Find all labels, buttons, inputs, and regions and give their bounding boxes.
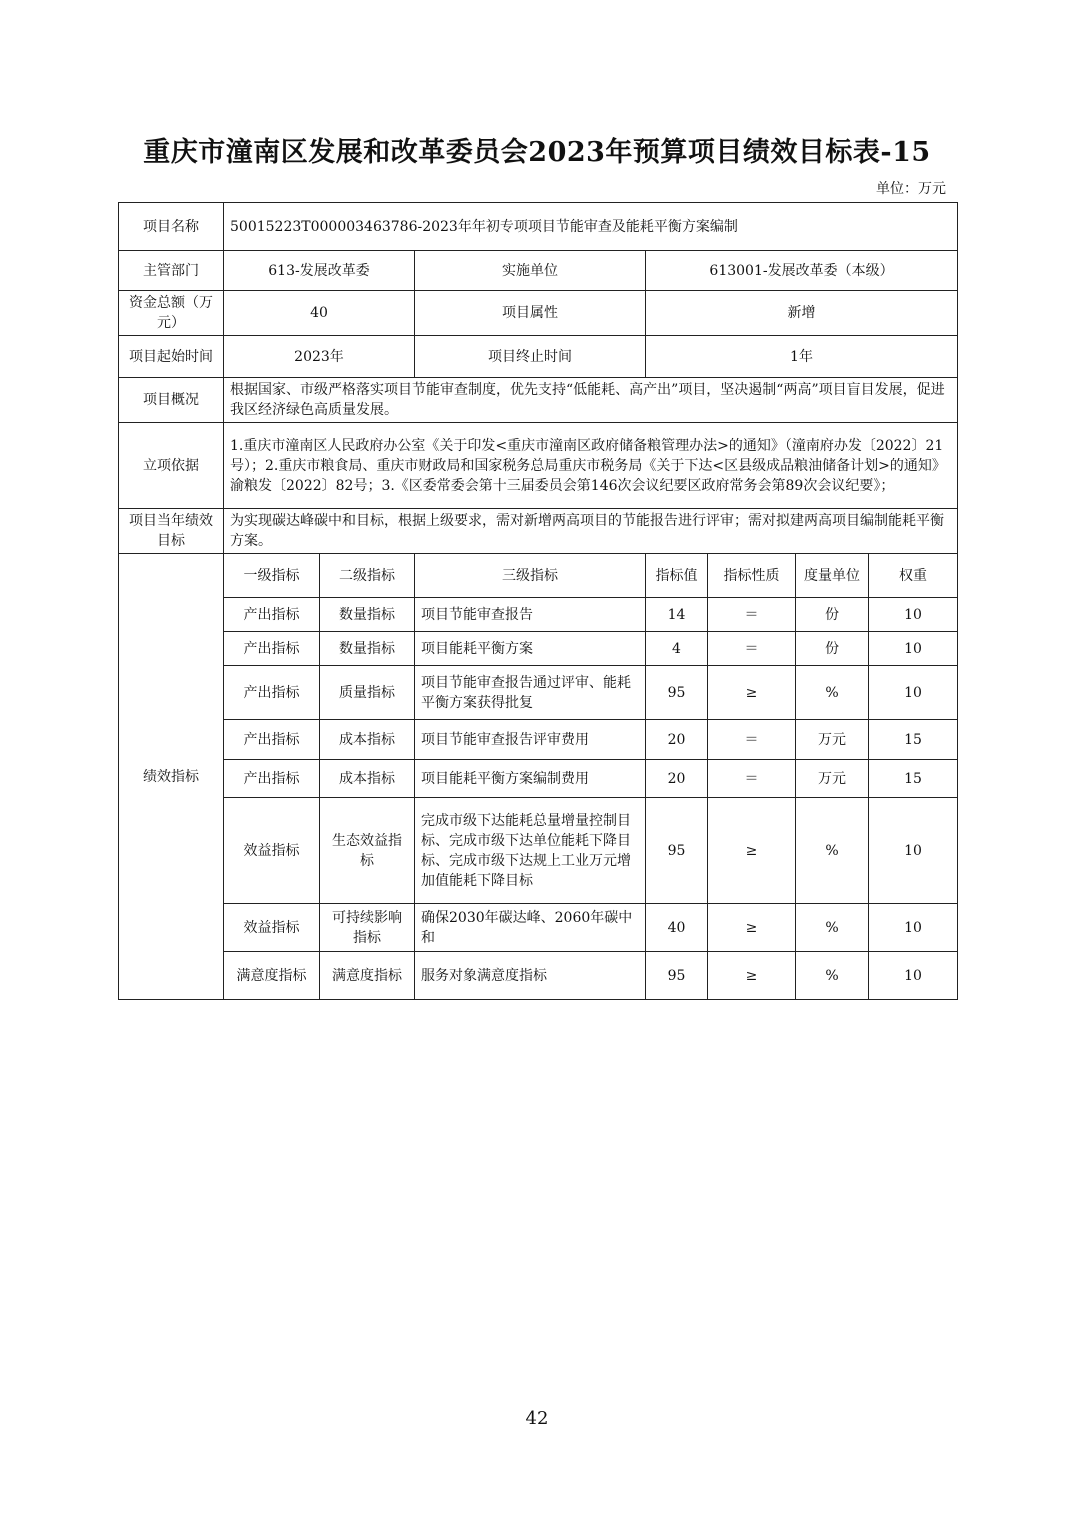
header-nature: 指标性质 <box>708 554 796 598</box>
row-weight: 10 <box>869 598 958 632</box>
row-l3: 项目节能审查报告评审费用 <box>415 720 646 760</box>
row-l1: 产出指标 <box>224 760 320 798</box>
table-row <box>119 952 958 1000</box>
page-title: 重庆市潼南区发展和改革委员会2023年预算项目绩效目标表-15 <box>143 137 931 168</box>
basis-value: 1.重庆市潼南区人民政府办公室《关于印发<重庆市潼南区政府储备粮管理办法>的通知》（潼南府办发〔2022〕21号）；2.重庆市粮食局、重庆市财政局和国家税务总局重庆市税务局《关于下达<区县级成品粮油储备计划>的通知》渝粮发〔2022〕82号；3.《区委常委会第十三届委员会第146次会议纪要区政府常务会第89次会议纪要》； <box>224 423 958 509</box>
header-unit: 度量单位 <box>796 554 869 598</box>
row-value: 95 <box>646 666 708 720</box>
indicator-header-row <box>119 554 958 598</box>
attr-value: 新增 <box>646 291 958 336</box>
row-nature: ≥ <box>708 798 796 904</box>
row-unit: % <box>796 666 869 720</box>
row-l2: 成本指标 <box>320 760 415 798</box>
row-unit: 份 <box>796 632 869 666</box>
goal-value: 为实现碳达峰碳中和目标，根据上级要求，需对新增两高项目的节能报告进行评审；需对拟建两高项目编制能耗平衡方案。 <box>224 509 958 554</box>
table-row <box>119 720 958 760</box>
row-l2: 数量指标 <box>320 598 415 632</box>
row-l2: 生态效益指标 <box>320 798 415 904</box>
funds-value: 40 <box>224 291 415 336</box>
row-l3: 完成市级下达能耗总量增量控制目标、完成市级下达单位能耗下降目标、完成市级下达规上工业万元增加值能耗下降目标 <box>415 798 646 904</box>
row-nature: ≥ <box>708 952 796 1000</box>
row-weight: 15 <box>869 760 958 798</box>
row-l2: 满意度指标 <box>320 952 415 1000</box>
row-l1: 产出指标 <box>224 632 320 666</box>
row-l3: 项目能耗平衡方案编制费用 <box>415 760 646 798</box>
row-nature: ≥ <box>708 666 796 720</box>
row-nature: ≥ <box>708 904 796 952</box>
row-nature: ＝ <box>708 632 796 666</box>
header-weight: 权重 <box>869 554 958 598</box>
row-unit: % <box>796 798 869 904</box>
start-value: 2023年 <box>224 336 415 378</box>
goal-label: 项目当年绩效目标 <box>119 509 224 554</box>
row-l1: 产出指标 <box>224 720 320 760</box>
row-l2: 成本指标 <box>320 720 415 760</box>
table-row <box>119 904 958 952</box>
header-value: 指标值 <box>646 554 708 598</box>
header-l2: 二级指标 <box>320 554 415 598</box>
row-unit: % <box>796 952 869 1000</box>
end-label: 项目终止时间 <box>415 336 646 378</box>
row-weight: 10 <box>869 952 958 1000</box>
row-value: 20 <box>646 760 708 798</box>
row-unit: 万元 <box>796 720 869 760</box>
row-l3: 项目能耗平衡方案 <box>415 632 646 666</box>
start-label: 项目起始时间 <box>119 336 224 378</box>
project-name-label: 项目名称 <box>119 203 224 251</box>
overview-label: 项目概况 <box>119 378 224 423</box>
impl-label: 实施单位 <box>415 251 646 291</box>
funds-label: 资金总额（万元） <box>119 291 224 336</box>
attr-label: 项目属性 <box>415 291 646 336</box>
dept-value: 613-发展改革委 <box>224 251 415 291</box>
row-dates <box>119 336 958 378</box>
row-value: 20 <box>646 720 708 760</box>
row-funds <box>119 291 958 336</box>
row-weight: 10 <box>869 632 958 666</box>
row-l2: 质量指标 <box>320 666 415 720</box>
dept-label: 主管部门 <box>119 251 224 291</box>
row-l3: 项目节能审查报告 <box>415 598 646 632</box>
row-weight: 10 <box>869 666 958 720</box>
row-l2: 数量指标 <box>320 632 415 666</box>
row-unit: % <box>796 904 869 952</box>
row-l1: 产出指标 <box>224 666 320 720</box>
row-unit: 份 <box>796 598 869 632</box>
row-nature: ＝ <box>708 720 796 760</box>
impl-value: 613001-发展改革委（本级） <box>646 251 958 291</box>
row-weight: 15 <box>869 720 958 760</box>
unit-label: 单位：万元 <box>876 181 946 197</box>
row-weight: 10 <box>869 904 958 952</box>
row-l1: 效益指标 <box>224 904 320 952</box>
table-row <box>119 598 958 632</box>
row-nature: ＝ <box>708 760 796 798</box>
indicators-section-label: 绩效指标 <box>119 554 224 1000</box>
row-l3: 服务对象满意度指标 <box>415 952 646 1000</box>
row-l3: 确保2030年碳达峰、2060年碳中和 <box>415 904 646 952</box>
row-l1: 效益指标 <box>224 798 320 904</box>
row-l2: 可持续影响指标 <box>320 904 415 952</box>
table-row <box>119 632 958 666</box>
table-row <box>119 666 958 720</box>
overview-value: 根据国家、市级严格落实项目节能审查制度，优先支持“低能耗、高产出”项目，坚决遏制“两高”项目盲目发展，促进我区经济绿色高质量发展。 <box>224 378 958 423</box>
row-value: 40 <box>646 904 708 952</box>
page-number: 42 <box>525 1408 549 1429</box>
row-value: 4 <box>646 632 708 666</box>
row-l3: 项目节能审查报告通过评审、能耗平衡方案获得批复 <box>415 666 646 720</box>
row-nature: ＝ <box>708 598 796 632</box>
header-l1: 一级指标 <box>224 554 320 598</box>
row-value: 14 <box>646 598 708 632</box>
row-value: 95 <box>646 798 708 904</box>
table-row <box>119 798 958 904</box>
header-l3: 三级指标 <box>415 554 646 598</box>
row-unit: 万元 <box>796 760 869 798</box>
basis-label: 立项依据 <box>119 423 224 509</box>
performance-table <box>118 202 958 1000</box>
row-basis <box>119 423 958 509</box>
row-l1: 产出指标 <box>224 598 320 632</box>
row-weight: 10 <box>869 798 958 904</box>
row-dept <box>119 251 958 291</box>
row-project-name <box>119 203 958 251</box>
row-overview <box>119 378 958 423</box>
row-l1: 满意度指标 <box>224 952 320 1000</box>
project-name-value: 50015223T000003463786-2023年年初专项项目节能审查及能耗平衡方案编制 <box>224 203 958 251</box>
table-row <box>119 760 958 798</box>
row-goal <box>119 509 958 554</box>
row-value: 95 <box>646 952 708 1000</box>
end-value: 1年 <box>646 336 958 378</box>
